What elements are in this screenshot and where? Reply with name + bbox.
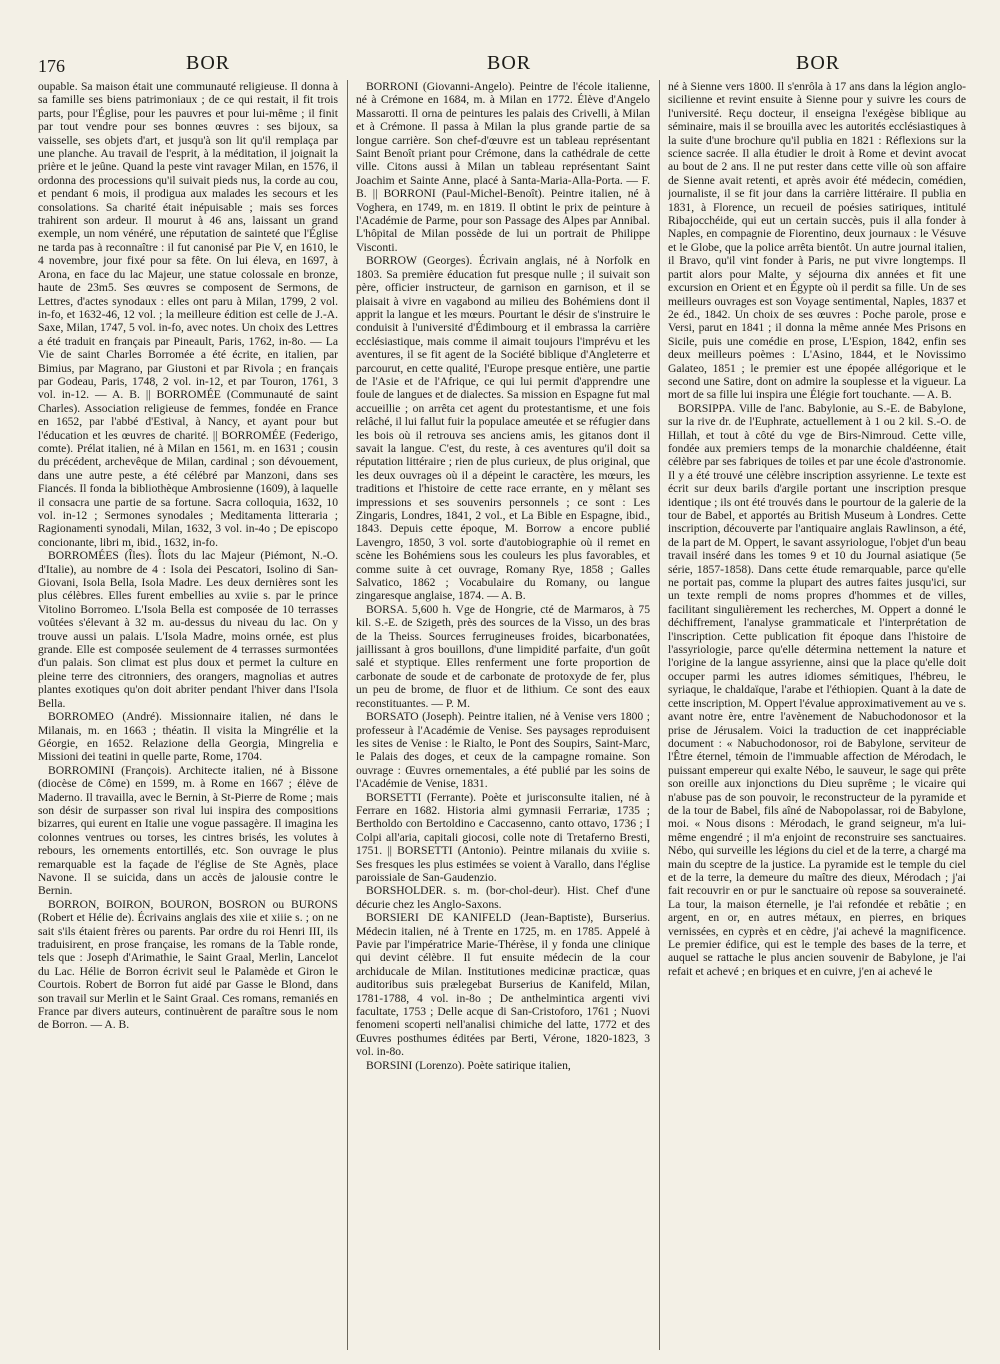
entry-paragraph: BORSHOLDER. s. m. (bor-chol-deur). Hist. Chef d'une décurie chez les Anglo-Saxons.: [356, 884, 650, 911]
headword-left: BOR: [186, 52, 231, 74]
entry-paragraph: BORSINI (Lorenzo). Poète satirique italien,: [366, 1058, 571, 1072]
entry-paragraph: BORSETTI (Ferrante). Poète et jurisconsulte italien, né à Ferrare en 1682. Historia almi gymnasii Ferrariæ, 1735 ; Bertholdo con Bertoldino e Caccasenno, canto ottavo, 1736 ; I Colpi all'aria, capitali giocosi, colle note di Tretaferno Bresti, 1751. || BORSETTI (Antonio). Peintre milanais du xviiie s. Ses fresques les plus estimées se voient à Varallo, dans l'église paroissiale de San-Gaudenzio.: [356, 790, 650, 884]
entry-paragraph: BORROMÉES (Îles). Îlots du lac Majeur (Piémont, N.-O. d'Italie), au nombre de 4 : Isola dei Pescatori, Isolino di San-Giovani, Isola Bella, Isola Madre. Les deux dernières sont les plus célèbres. Elles furent embellies au xviie s. par le prince Vitolino Borromeo. L'Isola Bella est composée de 10 terrasses voûtées s'élevant à 32 m. au-dessus du niveau du lac. On y trouve aussi un palais. L'Isola Madre, moins ornée, est plus grande. Elle est composée seulement de 4 terrasses surmontées d'un palais. Son climat est plus doux et permet la culture en pleine terre des citronniers, des orangers, magnolias et autres plantes exotiques qu'on doit abriter pendant l'hiver dans l'Isola Bella.: [38, 549, 338, 710]
entry-paragraph: BORROMEO (André). Missionnaire italien, né dans le Milanais, m. en 1663 ; théatin. Il visita la Mingrélie et la Géorgie, en 1652. Relazione della Georgia, Mingrelia e Missioni dei teatini in quelle parte, Rome, 1704.: [38, 710, 338, 764]
entry-paragraph: BORSIERI DE KANIFELD (Jean-Baptiste), Burserius. Médecin italien, né à Trente en 1725, m. en 1785. Appelé à Pavie par l'impératrice Marie-Thérèse, il y fonda une clinique qui devint célèbre. Il fut ensuite médecin de la cour archiducale de Milan. Institutiones medicinæ practicæ, quas auditoribus suis prælegebat Burserius de Kanifeld, Milan, 1781-1788, 4 vol. in-8o ; De anthelmintica argenti vivi facultate, 1753 ; Delle acque di San-Cristoforo, 1761 ; Nuovi fenomeni scoperti nell'analisi chimiche del latte, 1772 et des Œuvres posthumes éditées par Berti, Vérone, 1820-1823, 3 vol. in-8o.: [356, 911, 650, 1059]
entry-paragraph: BORRON, BOIRON, BOURON, BOSRON ou BURONS (Robert et Hélie de). Écrivains anglais des xiie et xiiie s. ; on ne sait s'ils étaient frères ou parents. Par ordre du roi Henri III, ils traduisirent, en prose française, les romans de la Table ronde, tels que : Joseph d'Arimathie, le Saint Graal, Merlin, Lancelot du Lac. Hélie de Borron écrivit seul le Palamède et Giron le Courtois. Robert de Borron fut aidé par Gasse le Blond, dans son travail sur Merlin et le Saint Graal. Ces romans, remaniés en France par divers auteurs, continuèrent de paraître sous le nom de Borron. — A. B.: [38, 897, 338, 1032]
entry-paragraph: BORROMINI (François). Architecte italien, né à Bissone (diocèse de Côme) en 1599, m. à Rome en 1667 ; élève de Maderno. Il travailla, avec le Bernin, à St-Pierre de Rome ; mais son désir de surpasser son rival lui inspira des compositions bizarres, qui eurent en Italie une vogue passagère. Il imagina les colonnes ventrues ou torses, les cintres brisés, les volutes à rebours, les ornements entortillés, etc. Son ouvrage le plus remarquable est la façade de l'église de Ste Agnès, place Navone. Il se suicida, dans un accès de jalousie contre le Bernin.: [38, 763, 338, 898]
entry-paragraph: oupable. Sa maison était une communauté religieuse. Il donna à sa famille ses biens patrimoniaux ; de ce qui restait, il fit trois parts, pour l'Église, pour les pauvres et pour lui-même ; il finit par tout vendre pour ses bonnes œuvres : ses bijoux, sa vaisselle, ses objets d'art, et jusqu'à son lit qu'il remplaça par une planche. Au travail de l'esprit, à la méditation, il joignait la prière et le jeûne. Quand la peste vint ravager Milan, en 1576, il ordonna des processions qu'il suivait pieds nus, la corde au cou, et pendant 6 mois, il prodigua aux malades les secours et les consolations. Sa charité était inépuisable ; mais ses forces trahirent son ardeur. Il mourut à 46 ans, laissant un grand exemple, un nom vénéré, une réputation de sainteté que l'Église ne tarda pas à reconnaître : il fut canonisé par Pie V, en 1610, le 4 novembre, jour fixé pour sa fête. On lui éleva, en 1697, à Arona, en face du lac Majeur, une statue colossale en bronze, haute de 23m5. Ses œuvres se composent de Sermons, de Lettres, d'actes synodaux : elles ont paru à Milan, 1799, 2 vol. in-fo, et 1632-46, 12 vol. ; la meilleure édition est celle de J.-A. Saxe, Milan, 1747, 5 vol. in-fo, avec notes. Un choix des Lettres a été traduit en français par Pineault, Paris, 1762, in-8o. — La Vie de saint Charles Borromée a été écrite, en italien, par Bimius, par Magrano, par Giustoni et par Rivola ; en français par Godeau, Paris, 1748, 2 vol. in-12, et par Touron, 1761, 3 vol. in-12. — A. B. || BORROMÉE (Communauté de saint Charles). Association religieuse de femmes, fondée en France en 1652, par l'abbé d'Estival, à Nancy, et ayant pour but l'éducation et les œuvres de charité. || BORROMÉE (Federigo, comte). Prélat italien, né à Milan en 1561, m. en 1631 ; cousin du précédent, archevêque de Milan, cardinal ; son dévouement, dans une autre peste, a été célébré par Manzoni, dans ses Fiancés. Il fonda la bibliothèque Ambrosienne (1609), à laquelle il consacra une partie de sa fortune. Sacra colloquia, 1632, 10 vol. in-12 ; Sermones synodales ; Meditamenta litteraria ; Ragionamenti synodali, Milan, 1632, 3 vol. in-4o ; De episcopo concionante, libri m, ibid., 1632, in-fo.: [38, 80, 338, 549]
entry-paragraph: BORSA. 5,600 h. Vge de Hongrie, cté de Marmaros, à 75 kil. S.-E. de Szigeth, près des sources de la Visso, un des bras de la Theiss. Sources ferrugineuses froides, bicarbonatées, jaillissant à gros bouillons, d'une limpidité parfaite, d'un goût salé et styptique. Elles renferment une forte proportion de carbonate de soude et de carbonate de protoxyde de fer, plus un peu de brome, de fluor et de lithium. Ce sont des eaux reconstituantes. — P. M.: [356, 602, 650, 710]
text-column-3: [668, 80, 966, 1356]
column-divider: [347, 80, 348, 1350]
page-number: 176: [38, 56, 65, 76]
entry-paragraph: BORRONI (Giovanni-Angelo). Peintre de l'école italienne, né à Crémone en 1684, m. à Milan en 1772. Élève d'Angelo Massarotti. Il orna de peintures les palais des Crivelli, à Milan et à Crémone. Il passa à Milan la plus grande partie de sa longue carrière. Son chef-d'œuvre est un tableau représentant Saint Benoît priant pour Crémone, dans la cathédrale de cette ville. Citons aussi à Milan un tableau représentant Saint Joachim et Sainte Anne, placé à Santa-Maria-Alla-Porta. — F. B. || BORRONI (Paul-Michel-Benoît). Peintre italien, né à Voghera, en 1749, m. en 1819. Il obtint le prix de peinture à l'Académie de Parme, pour son Passage des Alpes par Annibal. L'hôpital de Milan possède de lui un portrait de Philippe Visconti.: [356, 80, 650, 254]
running-header: [0, 50, 1000, 80]
column-divider: [659, 80, 660, 1350]
headword-right: BOR: [796, 52, 841, 74]
text-column-2: [356, 80, 650, 1356]
text-column-1: [38, 80, 338, 1356]
entry-paragraph: BORROW (Georges). Écrivain anglais, né à Norfolk en 1803. Sa première éducation fut presque nulle ; il suivait son père, officier instructeur, de garnison en garnison, et il se plaisait à vivre en vagabond au milieu des Bohémiens dont il apprit la langue et les mœurs. Pourtant le désir de s'instruire le conduisit à l'université d'Édimbourg et il embrassa la carrière ecclésiastique, mais comme il aimait toujours l'imprévu et les aventures, il se fit agent de la Société biblique d'Angleterre et parcourut, en cette qualité, l'Europe presque entière, une partie de l'Asie et de l'Afrique, ce qui lui permit d'apprendre une foule de langues et de dialectes. Sa mission en Espagne fut mal accueillie ; on arrêta cet agent du protestantisme, et une fois relâché, il lui fallut fuir la populace ameutée et se réfugier dans les bois où il retrouva ses anciens amis, les gitanos dont il savait la langue. C'est, du reste, à ces aventures qu'il doit sa réputation littéraire ; rien de plus curieux, de plus original, que les deux ouvrages où il a dépeint le caractère, les mœurs, les traditions et l'histoire de cette race errante, en y mêlant ses impressions et ses souvenirs personnels ; ce sont : Les Zingaris, Londres, 1841, 2 vol., et La Bible en Espagne, ibid., 1843. Depuis cette époque, M. Borrow a encore publié Lavengro, 1850, 3 vol. sorte d'autobiographie où il remet en scène les Bohémiens sous les couleurs les plus favorables, et comme suite à cet ouvrage, Romany Rye, 1858 ; Galles Salvatico, 1862 ; Vocabulaire du Romany, ou langue zingaresque anglaise, 1874. — A. B.: [356, 254, 650, 603]
entry-paragraph: BORSATO (Joseph). Peintre italien, né à Venise vers 1800 ; professeur à l'Académie de Venise. Ses paysages reproduisent les sites de Venise : le Rialto, le Pont des Soupirs, Saint-Marc, le Palais des doges, et ceux de la campagne romaine. Son ouvrage : Œuvres ornementales, a été publié par les soins de l'Académie de Venise, 1831.: [356, 710, 650, 791]
headword-center: BOR: [487, 52, 532, 74]
entry-paragraph: né à Sienne vers 1800. Il s'enrôla à 17 ans dans la légion anglo-sicilienne et revint ensuite à Sienne pour y suivre les cours de l'université. Reçu docteur, il enseigna l'exégèse biblique au séminaire, mais il se brouilla avec les autorités ecclésiastiques à la suite d'une brochure qu'il publia en 1821 : Réflexions sur la science sacrée. Il alla étudier le droit à Rome et devint avocat au bout de 2 ans. Il ne put rester dans cette ville où son affaire de Sienne avait retenti, et après avoir été médecin, comédien, journaliste, il se fit jour dans la carrière littéraire. Il publia en 1831, à Florence, un recueil de poésies satiriques, intitulé Ribajocchéide, qui eut un certain succès, puis il alla fonder à Naples, en compagnie de Fiorentino, deux journaux : le Vésuve et le Globe, que la police arrêta bientôt. Un autre journal italien, il Bravo, qu'il vint fonder à Paris, ne put vivre longtemps. Il partit alors pour Malte, y séjourna dix années et fit une excursion en Orient et en Égypte où il perdit sa fille. Un de ses meilleurs ouvrages est son Voyage sentimental, Naples, 1837 et 2e éd., 1842. Un choix de ses œuvres : Poche parole, prose e Versi, parut en 1841 ; il donna la même année Mes Prisons en Sicile, puis une comédie en prose, L'Espion, 1842, enfin ses deux meilleurs poèmes : L'Asino, 1844, et le Novissimo Galateo, 1851 ; le premier est une épopée allégorique et le second une Satire, dont on admire la souplesse et la vigueur. La mort de sa fille lui inspira une Élégie fort touchante. — A. B.: [668, 80, 966, 402]
entry-paragraph: BORSIPPA. Ville de l'anc. Babylonie, au S.-E. de Babylone, sur la rive dr. de l'Euphrate, actuellement à 1 ou 2 kil. S.-O. de Hillah, et tout à côté du vge de Birs-Nimroud. Cette ville, fondée aux premiers temps de la monarchie chaldéenne, était célèbre par ses fabriques de toiles et par une école d'astronomie. Il y a été trouvé une célèbre inscription assyrienne. Le texte est écrit sur deux barils d'argile portant une inscription presque identique ; ils ont été trouvés dans le pourtour de la galerie de la tour de Babel, et apportés au British Museum à Londres. Cette inscription, découverte par l'antiquaire anglais Rawlinson, a été, de la part de M. Oppert, le savant assyriologue, l'objet d'un beau travail inséré dans les tomes 9 et 10 du Journal asiatique (5e série, 1857-1858). Dans cette étude remarquable, parce qu'elle ne portait pas, comme la plupart des autres faites jusqu'ici, sur un texte rempli de noms propres d'hommes et de villes, facilitant singulièrement les recherches, M. Oppert a donné le déchiffrement, l'analyse grammaticale et l'interprétation de l'inscription. Cette publication fit époque dans l'histoire de l'assyriologie, parce qu'elle détermina nettement la nature et l'origine de la langue assyrienne, ainsi que la place qu'elle doit occuper parmi les autres idiomes sémitiques, l'hébreu, le syriaque, le chaldaïque, l'arabe et l'éthiopien. Quant à la date de cette inscription, M. Oppert l'évalue approximativement au ve s. avant notre ère, entre l'avènement de Nabuchodonosor et la prise de Jérusalem. Voici la traduction de cet inappréciable document : « Nabuchodonosor, roi de Babylone, serviteur de l'Être éternel, témoin de l'immuable affection de Mérodach, le puissant empereur qui exalte Nébo, le sauveur, le sage qui prête son oreille aux injonctions du Dieu suprême ; le vicaire qui n'abuse pas de son pouvoir, le reconstructeur de la pyramide et de la tour de Babel, fils aîné de Nabopolassar, roi de Babylone, moi. « Nous disons : Mérodach, le grand seigneur, m'a lui-même engendré ; il m'a enjoint de reconstruire ses sanctuaires. Nébo, qui surveille les légions du ciel et de la terre, a chargé ma main du sceptre de la justice. La pyramide est le temple du ciel et de la terre, la demeure du maître des dieux, Mérodach ; j'ai fait recouvrir en or pur le sanctuaire où repose sa souveraineté. La tour, la maison éternelle, je l'ai refondée et rebâtie ; en argent, en or, en autres métaux, en pierres, en briques vernissées, en cyprès et en cèdre, j'ai achevé la magnificence. Le premier édifice, qui est le temple des bases de la terre, et auquel se rattache le plus ancien souvenir de Babylone, je l'ai refait et achevé ; en briques et en cuivre, j'en ai achevé le: [668, 401, 966, 978]
